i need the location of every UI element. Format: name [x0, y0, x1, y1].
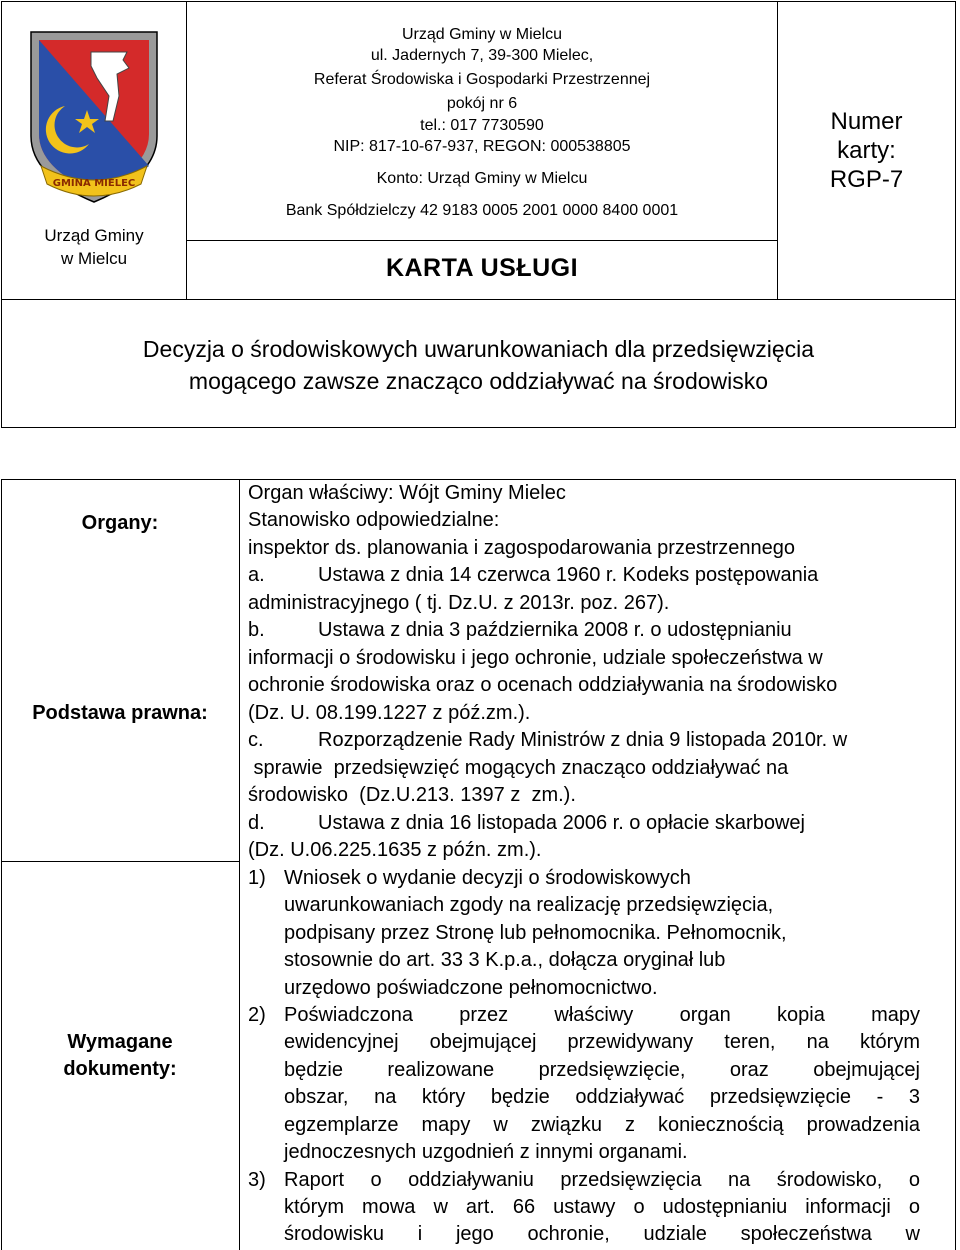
- legal-b-line-1: Ustawa z dnia 3 października 2008 r. o udostępnianiu: [318, 619, 792, 641]
- podstawa-prawna-label: Podstawa prawna:: [32, 702, 208, 724]
- wymagane-label-1: Wymagane: [67, 1031, 173, 1053]
- wymagane-label-2: dokumenty:: [63, 1058, 177, 1080]
- account-line: Konto: Urząd Gminy w Mielcu: [376, 170, 588, 187]
- doc-2-line-6: jednoczesnych uzgodnień z innymi organami.: [284, 1141, 688, 1163]
- address-line-3: Referat Środowiska i Gospodarki Przestrzennej: [313, 71, 651, 88]
- phone-line: tel.: 017 7730590: [420, 117, 544, 134]
- doc-1-line-1: Wniosek o wydanie decyzji o środowiskowych: [284, 867, 691, 889]
- table-column-divider: [239, 479, 240, 1250]
- subject-line-2: mogącego zawsze znacząco oddziaływać na środowisko: [188, 368, 769, 394]
- legal-item-c: [248, 727, 924, 754]
- crest-banner-text: GMINA MIELEC: [52, 178, 136, 189]
- doc-1-line-3: podpisany przez Stronę lub pełnomocnika. Pełnomocnik,: [284, 922, 787, 944]
- organ-line-3: inspektor ds. planowania i zagospodarowania przestrzennego: [248, 537, 796, 559]
- doc-marker-1: 1): [248, 867, 266, 889]
- nip-regon-line: NIP: 817-10-67-937, REGON: 000538805: [333, 138, 631, 155]
- card-number: [777, 107, 956, 194]
- address-line-2: ul. Jadernych 7, 39-300 Mielec,: [370, 47, 594, 64]
- card-number-label-1: Numer: [830, 108, 903, 135]
- doc-3-line-1: Raport o oddziaływaniu przedsięwzięcia na środowisko, o: [284, 1169, 920, 1191]
- card-number-value: RGP-7: [829, 166, 904, 193]
- doc-marker-2: 2): [248, 1004, 266, 1026]
- address-line-1: Urząd Gminy w Mielcu: [401, 26, 563, 43]
- doc-2-line-5: egzemplarze mapy w związku z koniecznością prowadzenia: [284, 1114, 920, 1136]
- doc-2-line-4: obszar, na który będzie oddziaływać przedsięwzięcie - 3: [284, 1086, 920, 1108]
- organ-line-2: Stanowisko odpowiedzialne:: [248, 509, 500, 531]
- legal-marker-d: d.: [248, 812, 265, 834]
- doc-3-line-3: środowisku i jego ochronie, udziale społeczeństwa w: [284, 1223, 920, 1245]
- gmina-mielec-crest-icon: [25, 26, 163, 206]
- subject-line-1: Decyzja o środowiskowych uwarunkowaniach dla przedsięwzięcia: [142, 336, 815, 362]
- doc-2-line-2: ewidencyjnej obejmującej przewidywany teren, na którym: [284, 1031, 920, 1053]
- legal-b-line-3: ochronie środowiska oraz o ocenach oddziaływania na środowisko: [248, 674, 838, 696]
- address-line-4: pokój nr 6: [446, 95, 518, 112]
- legal-c-line-2: sprawie przedsięwzięć mogących znacząco oddziaływać na: [248, 757, 789, 779]
- legal-c-line-1: Rozporządzenie Rady Ministrów z dnia 9 listopada 2010r. w: [318, 729, 848, 751]
- legal-item-a: [248, 562, 924, 589]
- legal-marker-b: b.: [248, 619, 265, 641]
- table-row-divider: [1, 861, 239, 862]
- organy-label: Organy:: [81, 512, 159, 534]
- legal-marker-a: a.: [248, 564, 265, 586]
- header-divider: [186, 240, 778, 241]
- legal-a-line-1: Ustawa z dnia 14 czerwca 1960 r. Kodeks postępowania: [318, 564, 819, 586]
- legal-d-line-2: (Dz. U.06.225.1635 z późn. zm.).: [248, 839, 542, 861]
- card-number-label-2: karty:: [837, 137, 896, 164]
- doc-marker-3: 3): [248, 1169, 266, 1191]
- doc-2-line-1: Poświadczona przez właściwy organ kopia mapy: [284, 1004, 920, 1026]
- subject-title: [1, 333, 956, 397]
- organ-line-1: Organ właściwy: Wójt Gminy Mielec: [248, 482, 566, 504]
- legal-item-d: [248, 810, 924, 837]
- bank-line: Bank Spółdzielczy 42 9183 0005 2001 0000 8400 0001: [285, 202, 679, 219]
- doc-2-line-3: będzie realizowane przedsięwzięcie, oraz obejmującej: [284, 1059, 920, 1081]
- legal-b-line-2: informacji o środowisku i jego ochronie, udziale społeczeństwa w: [248, 647, 823, 669]
- crest-caption-line2: w Mielcu: [60, 249, 128, 268]
- card-title: KARTA USŁUGI: [385, 254, 579, 282]
- doc-1-line-2: uwarunkowaniach zgody na realizację przedsięwzięcia,: [284, 894, 774, 916]
- doc-1-line-4: stosownie do art. 33 3 K.p.a., dołącza oryginał lub: [284, 949, 726, 971]
- legal-c-line-3: środowisko (Dz.U.213. 1397 z zm.).: [248, 784, 576, 806]
- doc-3-line-2: którym mowa w art. 66 ustawy o udostępnianiu informacji o: [284, 1196, 920, 1218]
- doc-1-line-5: urzędowo poświadczone pełnomocnictwo.: [284, 977, 658, 999]
- crest-caption-line1: Urząd Gminy: [44, 226, 144, 245]
- legal-a-line-2: administracyjnego ( tj. Dz.U. z 2013r. poz. 267).: [248, 592, 670, 614]
- legal-item-b: [248, 617, 924, 644]
- legal-marker-c: c.: [248, 729, 264, 751]
- legal-b-line-4: (Dz. U. 08.199.1227 z póź.zm.).: [248, 702, 531, 724]
- legal-d-line-1: Ustawa z dnia 16 listopada 2006 r. o opłacie skarbowej: [318, 812, 805, 834]
